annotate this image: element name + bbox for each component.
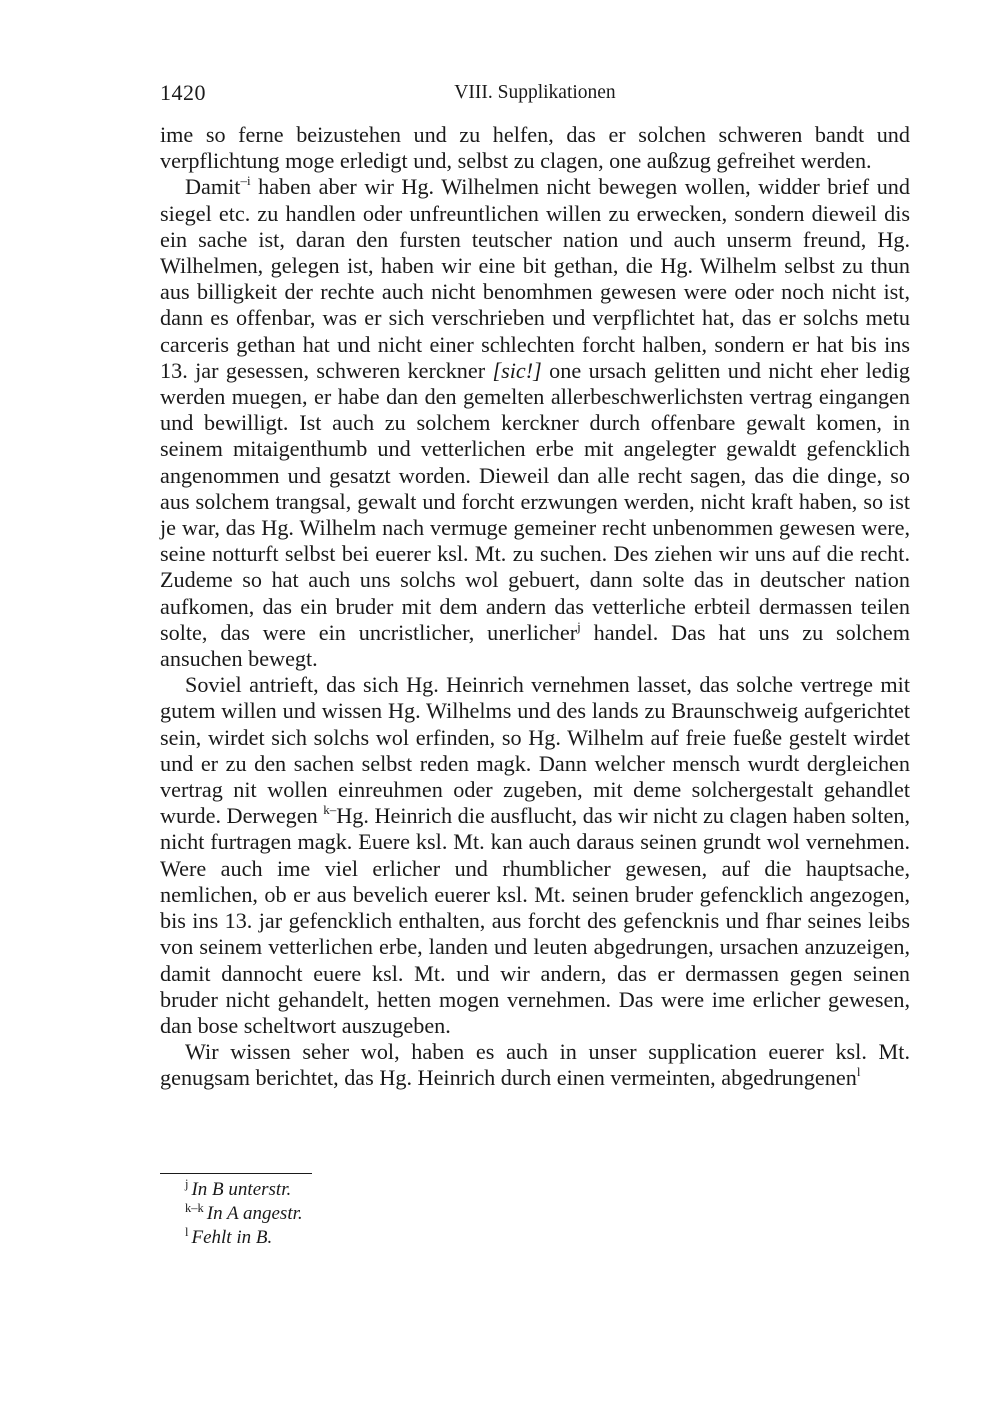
note-mark-i-end: –i [240,173,251,189]
paragraph-2 [160,174,910,672]
body-text [160,122,910,1092]
footnote-j [185,1178,785,1202]
footnote-text: Fehlt in B. [191,1227,273,1248]
note-mark-k-start: k– [323,802,337,818]
note-mark-l: l [856,1064,861,1080]
footnote-l [185,1226,785,1250]
footnote-text: In B unterstr. [191,1179,292,1200]
paragraph-4-text: Wir wissen seher wol, haben es auch in unser supplication euerer ksl. Mt. genugsam berichtet, das Hg. Heinrich durch einen vermeinten, abgedrungenen [160,1039,910,1091]
running-title: VIII. Supplikationen [454,82,616,103]
paragraph-1: ime so ferne beizustehen und zu helfen, das er solchen schweren bandt und verpflichtung moge erledigt und, selbst zu clagen, one außzug gefreihet werden. [160,122,910,174]
footnote-mark: j [185,1177,189,1191]
page-number: 1420 [160,80,206,105]
footnote-text: In A angestr. [206,1203,303,1224]
paragraph-2-start: Damit [185,174,241,200]
paragraph-3 [160,672,910,1039]
footnote-separator [160,1173,312,1174]
paragraph-4 [160,1039,910,1091]
paragraph-2-text: haben aber wir Hg. Wilhelmen nicht bewegen wollen, widder brief und siegel etc. zu handlen oder unfreuntlichen willen zu erwecken, sondern dieweil dis ein sache ist, daran den fursten teutscher nation und auch unserm freund, Hg. Wilhelmen, gelegen ist, haben wir eine bit gethan, die Hg. Wilhelm selbst zu thun aus billigkeit der rechte auch nicht benomhmen gewesen were oder noch nicht ist, dann es offenbar, was er sich verschrieben und verpflichtet hat, das er solchs metu carceris gethan hat und nicht einer schlechten forcht halben, sondern er hat bis ins 13. jar gesessen, schweren kerckner [160,174,910,383]
sic-annotation: [sic!] [492,357,542,383]
footnote-mark: k–k [185,1201,204,1215]
paragraph-3-text: Hg. Heinrich die ausflucht, das wir nicht zu clagen haben solten, nicht furtragen magk. Euere ksl. Mt. kan auch daraus seinen grundt wol vernehmen. Were auch ime viel erlicher und rhumblicher gewesen, auf die hauptsache, nemlichen, ob er aus bevelich euerer ksl. Mt. seinen bruder gefencklich angezogen, bis ins 13. jar gefencklich enthalten, aus forcht des gefencknis und fhar seines leibs von seinem vetterlichen erbe, landen und leuten abgedrungen, ursachen anzuzeigen, damit dannocht euere ksl. Mt. und wir andern, das er dermassen gegen seinen bruder nicht gehandelt, hetten mogen vernehmen. Das were ime erlicher gewesen, dan bose scheltwort auszugeben. [160,803,910,1038]
paragraph-2-end: handel. Das hat uns zu solchem ansuchen bewegt. [160,619,910,672]
page-header [160,80,910,108]
footnote-k [185,1202,785,1226]
footnote-mark: l [185,1225,189,1239]
paragraph-3-start: Soviel antrieft, das sich Hg. Heinrich vernehmen lasset, das solche vertrege mit gutem willen und wissen Hg. Wilhelms und des lands zu Braunschweig aufgerichtet sein, wirdet sich solchs wol erfinden, so Hg. Wilhelm auf freie fueße gestelt wirdet und er zu den sachen selbst reden magk. Dann welcher mensch wurdt dergleichen vertrag nit wollen einreuhmen oder zugeben, mit deme solchergestalt gehandlet wurde. Derwegen [160,672,910,829]
paragraph-2-continuation: one ursach gelitten und nicht eher ledig werden muegen, er habe dan den gemelten allerbeschwerlichsten vertrag eingangen und bewilligt. Ist auch zu solchem kerckner durch offenbare gewalt komen, in seinem mitaigenthumb und vetterlichen erbe mit angelegter gewaldt gefencklich angenommen und gesatzt worden. Dieweil dan alle recht sagen, das die dinge, so aus solchem trangsal, gewalt und forcht erzwungen werden, nicht kraft haben, so ist je war, das Hg. Wilhelm nach vermuge gemeiner recht unbenommen gewesen were, seine notturft selbst bei euerer ksl. Mt. zu suchen. Des ziehen wir uns auf die recht. Zudeme so hat auch uns solchs wol gebuert, dann solte das in deutscher nation aufkomen, das ein bruder mit dem andern das vetterliche erbteil dermassen teilen solte, das were ein uncristlicher, unerlicher [160,357,910,645]
note-mark-j: j [577,618,581,634]
footnotes [185,1178,785,1250]
